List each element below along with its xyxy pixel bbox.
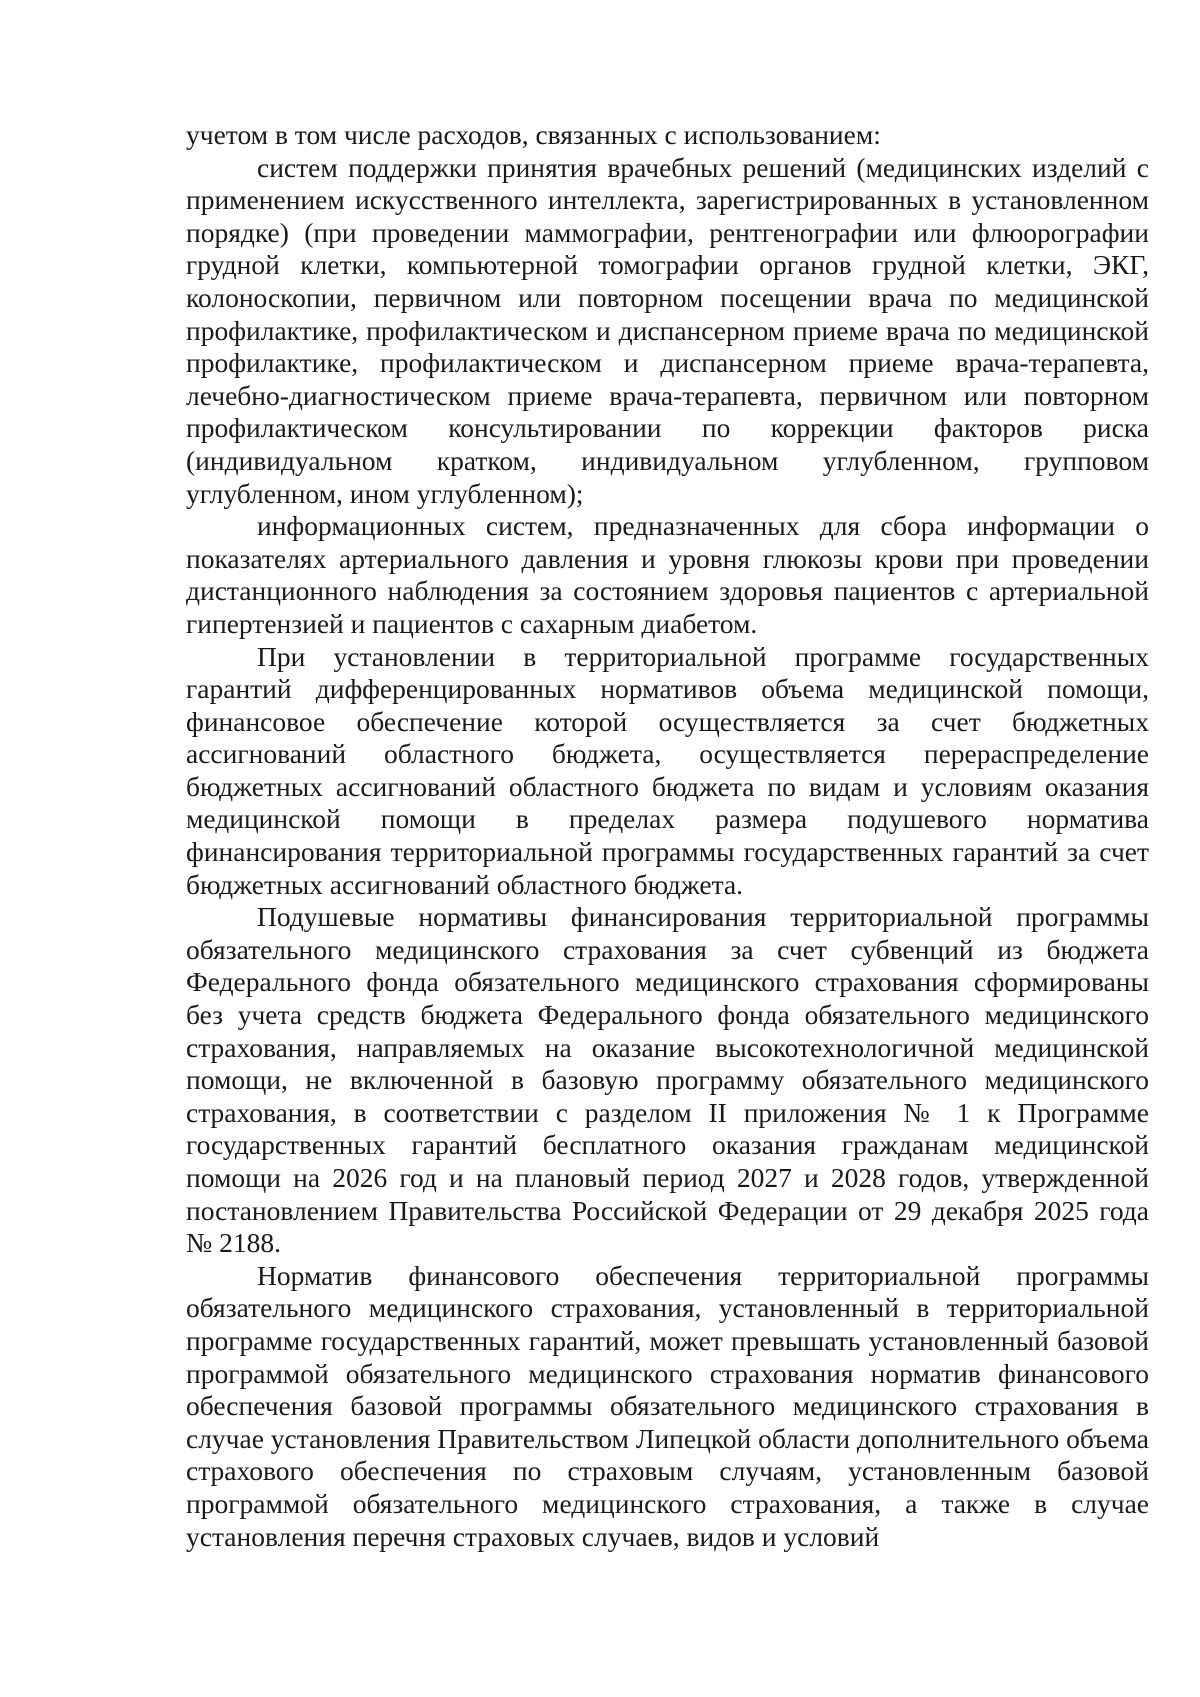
paragraph-continuation: учетом в том числе расходов, связанных с использованием: — [186, 119, 881, 150]
paragraph-financial-normative: Норматив финансового обеспечения территориальной программы обязательного медицинского страхования, установленный в территориальной программе государственных гарантий, может превышать установленный базовой программой обязательного медицинского страхования норматив финансового обеспечения базовой программы обязательного медицинского страхования в случае установления Правительством Липецкой области дополнительного объема страхового обеспечения по страховым случаям, установленным базовой программой обязательного медицинского страхования, а также в случае установления перечня страховых случаев, видов и условий — [186, 1259, 1150, 1552]
paragraph-per-capita-normatives: Подушевые нормативы финансирования территориальной программы обязательного медицинского страхования за счет субвенций из бюджета Федерального фонда обязательного медицинского страхования сформированы без учета средств бюджета Федерального фонда обязательного медицинского страхования, направляемых на оказание высокотехнологичной медицинской помощи, не включенной в базовую программу обязательного медицинского страхования, в соответствии с разделом II приложения № 1 к Программе государственных гарантий бесплатного оказания гражданам медицинской помощи на 2026 год и на плановый период 2027 и 2028 годов, утвержденной постановлением Правительства Российской Федерации от 29 декабря 2025 года № 2188. — [186, 901, 1149, 1259]
paragraph-differentiated-normatives: При установлении в территориальной программе государственных гарантий дифференцированных нормативов объема медицинской помощи, финансовое обеспечение которой осуществляется за счет бюджетных ассигнований областного бюджета, осуществляется перераспределение бюджетных ассигнований областного бюджета по видам и условиям оказания медицинской помощи в пределах размера подушевого норматива финансирования территориальной программы государственных гарантий за счет бюджетных ассигнований областного бюджета. — [186, 640, 1149, 900]
document-body — [186, 119, 1149, 1553]
paragraph-information-systems: информационных систем, предназначенных для сбора информации о показателях артериального давления и уровня глюкозы крови при проведении дистанционного наблюдения за состоянием здоровья пациентов с артериальной гипертензией и пациентов с сахарным диабетом. — [186, 510, 1149, 639]
paragraph-decision-support-systems: систем поддержки принятия врачебных решений (медицинских изделий с применением искусственного интеллекта, зарегистрированных в установленном порядке) (при проведении маммографии, рентгенографии или флюорографии грудной клетки, компьютерной томографии органов грудной клетки, ЭКГ, колоноскопии, первичном или повторном посещении врача по медицинской профилактике, профилактическом и диспансерном приеме врача по медицинской профилактике, профилактическом и диспансерном приеме врача-терапевта, лечебно-диагностическом приеме врача-терапевта, первичном или повторном профилактическом консультировании по коррекции факторов риска (индивидуальном кратком, индивидуальном углубленном, групповом углубленном, ином углубленном); — [186, 151, 1149, 509]
